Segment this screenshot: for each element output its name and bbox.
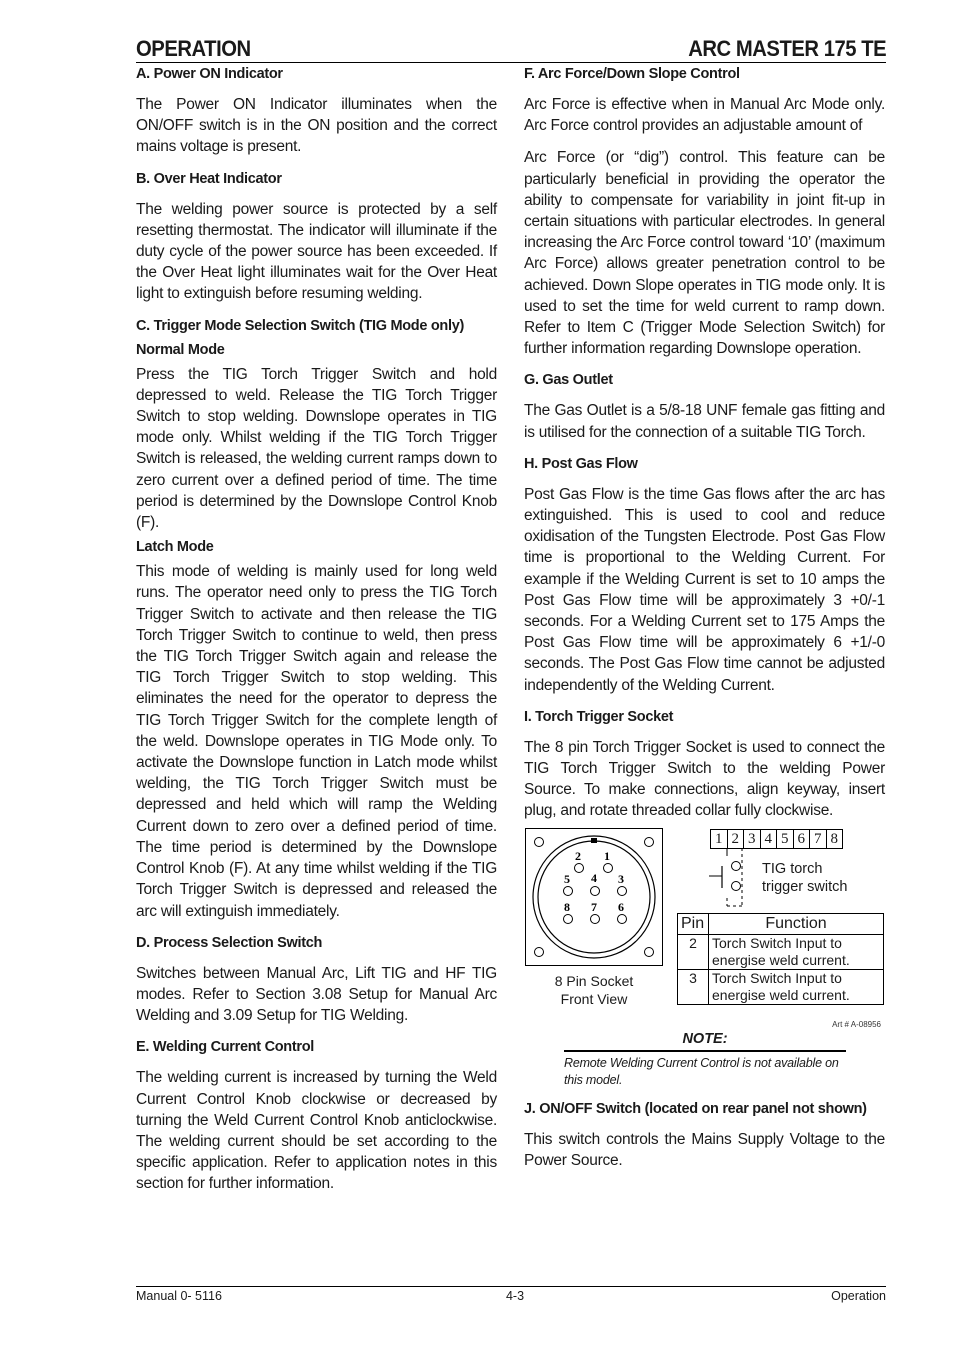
pin-2 (575, 863, 584, 872)
pin-3 (618, 886, 627, 895)
pin-number-cell: 8 (826, 829, 844, 849)
pin-number-row (711, 829, 843, 849)
heading-torch-trigger-socket: I. Torch Trigger Socket (524, 708, 674, 725)
socket-figure (524, 828, 885, 1028)
pin-label-3: 3 (618, 871, 624, 886)
text-normal-mode: Press the TIG Torch Trigger Switch and hold depressed to weld. Release the TIG Torch Trigger Switch to stop welding. Downslope operates in TIG mode only. Whilst welding if the TIG Torch Trigger Switch is released, the welding current ramps down to zero current over a defined period of time. The time period is determined by the Downslope Control Knob (F). (136, 365, 497, 532)
heading-trigger-mode: C. Trigger Mode Selection Switch (TIG Mode only) (136, 317, 464, 334)
table-header-row (678, 913, 884, 934)
function-line-1: Torch Switch Input to (712, 969, 842, 986)
header-rule (136, 62, 886, 63)
pin-7 (591, 914, 600, 923)
heading-post-gas-flow: H. Post Gas Flow (524, 455, 638, 472)
text-over-heat: The welding power source is protected by a self resetting thermostat. The indicator will illuminate if the duty cycle of the power source has been exceeded. If the Over Heat light illuminates wait for the Over Heat light to extinguish before resuming welding. (136, 200, 497, 303)
text-torch-trigger-socket: The 8 pin Torch Trigger Socket is used to connect the TIG Torch Trigger Switch to the welding Power Source. To make connections, align keyway, insert plug, and rotate threaded collar fully clockwise. (524, 738, 885, 820)
mount-hole-bl (535, 947, 544, 956)
trigger-switch-label (762, 860, 847, 896)
pin-label-8: 8 (564, 899, 570, 914)
socket-front-view (525, 828, 663, 966)
pin-number-cell: 3 (743, 829, 761, 849)
pin-number: 3 (678, 969, 709, 1004)
heading-process-selection: D. Process Selection Switch (136, 934, 323, 951)
footer-page-number: 4-3 (505, 1289, 525, 1303)
footer-rule (136, 1286, 886, 1287)
left-column (136, 64, 497, 1206)
heading-normal-mode: Normal Mode (136, 341, 225, 358)
footer-section: Operation (831, 1289, 886, 1303)
switch-contact-top (732, 861, 741, 870)
pin-number: 2 (678, 934, 709, 969)
header-pin: Pin (678, 913, 709, 934)
pin-1 (604, 863, 613, 872)
heading-on-off-switch: J. ON/OFF Switch (located on rear panel not shown) (524, 1100, 867, 1117)
heading-welding-current: E. Welding Current Control (136, 1039, 315, 1056)
table-row (678, 969, 884, 1004)
mount-hole-br (645, 947, 654, 956)
text-on-off-switch: This switch controls the Mains Supply Voltage to the Power Source. (524, 1130, 885, 1169)
pin-function-table (677, 913, 884, 1005)
pin-label-2: 2 (575, 848, 581, 863)
trigger-switch-schematic (704, 848, 764, 910)
pin-function (709, 969, 884, 1004)
trigger-label-line-1: TIG torch (762, 860, 823, 877)
text-welding-current: The welding current is increased by turning the Weld Current Control Knob clockwise or decreased by turning the Weld Current Control Knob anticlockwise. The welding current should be set according to the specific application. Refer to application notes in this section for further information. (136, 1069, 497, 1193)
text-arc-force-1: Arc Force is effective when in Manual Arc Mode only. Arc Force control provides an adjustable amount of (524, 96, 885, 135)
art-number: Art # A-08956 (832, 1019, 881, 1029)
pin-number-cell: 7 (809, 829, 827, 849)
heading-latch-mode: Latch Mode (136, 539, 214, 556)
pin-label-6: 6 (618, 899, 624, 914)
heading-power-on: A. Power ON Indicator (136, 66, 283, 82)
pin-label-1: 1 (604, 848, 610, 863)
note-text: Remote Welding Current Control is not available on this model. (564, 1050, 846, 1089)
pin-4 (591, 886, 600, 895)
trigger-label-line-2: trigger switch (762, 878, 848, 895)
heading-gas-outlet: G. Gas Outlet (524, 372, 613, 389)
socket-keyway (591, 838, 597, 843)
text-gas-outlet: The Gas Outlet is a 5/8-18 UNF female gas fitting and is utilised for the connection of a suitable TIG Torch. (524, 402, 885, 441)
header-function: Function (709, 913, 884, 934)
heading-arc-force: F. Arc Force/Down Slope Control (524, 66, 740, 82)
mount-hole-tr (645, 837, 654, 846)
socket-caption (524, 972, 664, 1008)
heading-over-heat: B. Over Heat Indicator (136, 170, 282, 187)
pin-5 (564, 886, 573, 895)
text-latch-mode: This mode of welding is mainly used for long weld runs. The operator need only to press the TIG Torch Trigger Switch to activate and then release the TIG Torch Trigger Switch to continue to weld, then press the TIG Torch Trigger Switch again and release the TIG Torch Trigger Switch to stop welding. This eliminates the need for the operator to depress the TIG Torch Trigger Switch for the complete length of the weld. Downslope operates in TIG Mode only. To activate the Downslope function in Latch mode whilst welding, the TIG Torch Trigger Switch must be depressed and held which will ramp the Welding Current down to zero over a defined period of time. The time period is determined by the Downslope Control Knob (F). At any time whilst welding if the TIG Torch Trigger Switch is depressed and released the arc will extinguish immediately. (136, 563, 497, 920)
socket-caption-line-1: 8 Pin Socket (554, 972, 634, 989)
pin-number-cell: 6 (793, 829, 811, 849)
function-line-2: energise weld current. (712, 951, 850, 968)
mount-hole-tl (535, 837, 544, 846)
note-title: NOTE: (682, 1030, 728, 1047)
text-process-selection: Switches between Manual Arc, Lift TIG and HF TIG modes. Refer to Section 3.08 Setup for Manual Arc Welding and 3.09 Setup for TIG Welding. (136, 964, 497, 1025)
text-power-on: The Power ON Indicator illuminates when the ON/OFF switch is in the ON position and the correct mains voltage is present. (136, 96, 497, 156)
right-column (524, 64, 885, 1182)
pin-number-cell: 2 (727, 829, 745, 849)
socket-outer-ring (533, 836, 655, 958)
pin-label-4: 4 (591, 870, 597, 885)
pin-function (709, 934, 884, 969)
table-row (678, 934, 884, 969)
socket-caption-line-2: Front View (560, 990, 628, 1007)
pin-6 (618, 914, 627, 923)
text-arc-force-2: Arc Force (or “dig”) control. This feature can be particularly beneficial in providing the operator the ability to compensate for variability in joint fit-up in certain situations with particular electrodes. In general increasing the Arc Force control toward ‘10’ (maximum Arc Force) allows greater penetration control to be achieved. Down Slope operates in TIG mode only. It is used to set the time for weld current to ramp down. Refer to Item C (Trigger Mode Selection Switch) for further information regarding Downslope operation. (524, 149, 885, 358)
product-title: ARC MASTER 175 TE (687, 36, 886, 61)
pin-number-cell: 1 (710, 829, 728, 849)
socket-inner-ring (538, 841, 650, 953)
pin-8 (564, 914, 573, 923)
socket-diagram (526, 829, 662, 965)
pin-number-cell: 4 (760, 829, 778, 849)
pin-number-cell: 5 (776, 829, 794, 849)
function-line-2: energise weld current. (712, 986, 850, 1003)
switch-contact-bottom (732, 881, 741, 890)
pin-label-5: 5 (564, 871, 570, 886)
pin-label-7: 7 (591, 899, 597, 914)
function-line-1: Torch Switch Input to (712, 934, 842, 951)
footer-manual-number: Manual 0- 5116 (136, 1289, 222, 1303)
text-post-gas-flow: Post Gas Flow is the time Gas flows after the arc has extinguished. This is used to cool and reduce oxidisation of the Tungsten Electrode. Post Gas Flow time is proportional to the Welding Current. For example if the Welding Current is set to 10 amps the Post Gas Flow time will be approximately 3 +0/-1 seconds. For a Welding Current set to 175 Amps the Post Gas Flow time will be approximately 6 +1/-0 seconds. The Post Gas Flow time cannot be adjusted independently of the Welding Current. (524, 485, 885, 694)
section-title: OPERATION (136, 36, 251, 61)
